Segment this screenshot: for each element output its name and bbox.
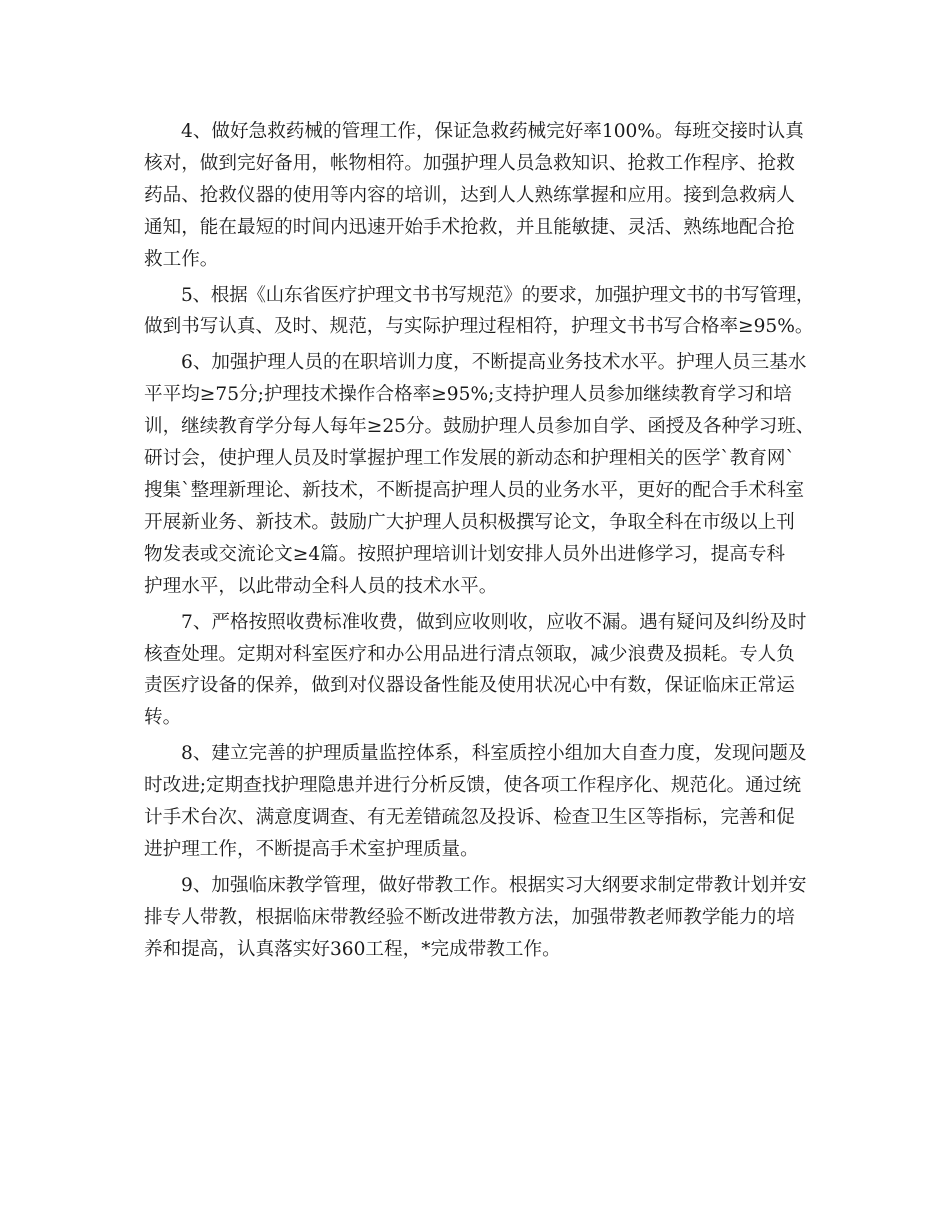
paragraph-line: 4、做好急救药械的管理工作，保证急救药械完好率100%。每班交接时认真 xyxy=(181,121,804,142)
paragraph-8 xyxy=(144,738,814,866)
paragraph-6 xyxy=(144,347,814,602)
paragraph-line: 物发表或交流论文≥4篇。按照护理培训计划安排人员外出进修学习，提高专科 xyxy=(144,543,786,565)
paragraph-line: 护理水平，以此带动全科人员的技术水平。 xyxy=(144,575,498,597)
paragraph-4 xyxy=(144,116,814,276)
paragraph-line: 计手术台次、满意度调查、有无差错疏忽及投诉、检查卫生区等指标，完善和促 xyxy=(144,807,795,829)
paragraph-7 xyxy=(144,607,814,735)
paragraph-line: 核查处理。定期对科室医疗和办公用品进行清点领取，减少浪费及损耗。专人负 xyxy=(144,643,795,665)
paragraph-line: 养和提高，认真落实好360工程，*完成带教工作。 xyxy=(144,938,561,960)
paragraph-9 xyxy=(144,870,814,966)
paragraph-line: 6、加强护理人员的在职培训力度，不断提高业务技术水平。护理人员三基水 xyxy=(181,352,807,374)
paragraph-line: 8、建立完善的护理质量监控体系，科室质控小组加大自查力度，发现问题及 xyxy=(181,743,807,765)
paragraph-line: 研讨会，使护理人员及时掌握护理工作发展的新动态和护理相关的医学`教育网` xyxy=(144,448,795,470)
paragraph-line: 9、加强临床教学管理，做好带教工作。根据实习大纲要求制定带教计划并安 xyxy=(181,874,807,896)
document-page xyxy=(144,116,814,970)
paragraph-line: 搜集`整理新理论、新技术，不断提高护理人员的业务水平，更好的配合手术科室 xyxy=(144,479,805,501)
paragraph-line: 药品、抢救仪器的使用等内容的培训，达到人人熟练掌握和应用。接到急救病人 xyxy=(144,184,795,206)
paragraph-line: 排专人带教，根据临床带教经验不断改进带教方法，加强带教老师教学能力的培 xyxy=(144,906,795,928)
paragraph-line: 开展新业务、新技术。鼓励广大护理人员积极撰写论文，争取全科在市级以上刊 xyxy=(144,511,795,533)
paragraph-line: 转。 xyxy=(144,707,182,729)
paragraph-line: 训，继续教育学分每人每年≥25分。鼓励护理人员参加自学、函授及各种学习班、 xyxy=(144,416,815,438)
paragraph-line: 通知，能在最短的时间内迅速开始手术抢救，并且能敏捷、灵活、熟练地配合抢 xyxy=(144,216,795,238)
paragraph-line: 时改进;定期查找护理隐患并进行分析反馈，使各项工作程序化、规范化。通过统 xyxy=(144,775,802,797)
paragraph-line: 7、严格按照收费标准收费，做到应收则收，应收不漏。遇有疑问及纠纷及时 xyxy=(181,611,807,633)
paragraph-line: 核对，做到完好备用，帐物相符。加强护理人员急救知识、抢救工作程序、抢救 xyxy=(144,152,795,174)
paragraph-line: 做到书写认真、及时、规范，与实际护理过程相符，护理文书书写合格率≥95%。 xyxy=(144,316,814,338)
paragraph-line: 平平均≥75分;护理技术操作合格率≥95%;支持护理人员参加继续教育学习和培 xyxy=(144,384,792,406)
paragraph-line: 责医疗设备的保养，做到对仪器设备性能及使用状况心中有数，保证临床正常运 xyxy=(144,675,795,697)
paragraph-line: 救工作。 xyxy=(144,248,219,270)
paragraph-line: 5、根据《山东省医疗护理文书书写规范》的要求，加强护理文书的书写管理， xyxy=(181,284,815,306)
paragraph-5 xyxy=(144,280,814,344)
paragraph-line: 进护理工作，不断提高手术室护理质量。 xyxy=(144,838,479,860)
